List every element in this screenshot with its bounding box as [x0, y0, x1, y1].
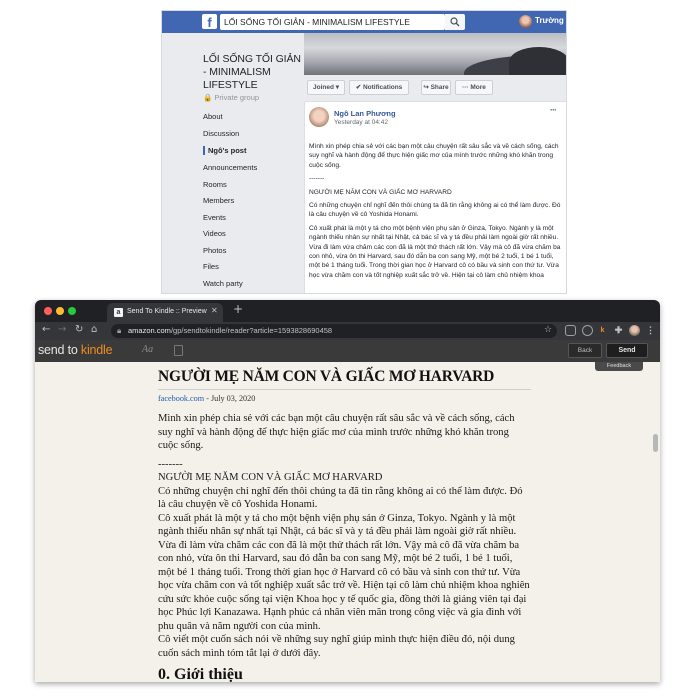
- address-bar[interactable]: [111, 324, 557, 338]
- back-arrow-icon[interactable]: ←: [42, 324, 51, 335]
- logo-kindle: kindle: [80, 343, 113, 357]
- url-host: amazon.com: [128, 326, 171, 335]
- post-author-name[interactable]: Ngô Lan Phương: [334, 109, 396, 118]
- sidebar-item-files[interactable]: Files: [203, 262, 219, 271]
- sidebar-item-announcements[interactable]: Announcements: [203, 163, 258, 172]
- facebook-logo-icon[interactable]: f: [202, 14, 217, 29]
- post-options-icon[interactable]: ···: [550, 105, 556, 115]
- facebook-search-input[interactable]: LỐI SỐNG TỐI GIẢN - MINIMALISM LIFESTYLE: [220, 14, 445, 30]
- send-button[interactable]: Send: [606, 343, 648, 358]
- tab-send-to-kindle[interactable]: [107, 303, 223, 322]
- post-paragraph: NGƯỜI MẸ NĂM CON VÀ GIẤC MƠ HARVARD: [309, 188, 452, 196]
- kindle-extension-icon[interactable]: k: [597, 325, 608, 336]
- close-tab-icon[interactable]: ✕: [211, 306, 218, 315]
- pocket-extension-icon[interactable]: [565, 325, 576, 336]
- send-to-kindle-logo: [38, 343, 112, 357]
- share-button[interactable]: ↪ Share: [421, 80, 451, 95]
- facebook-group-screenshot: [161, 10, 567, 294]
- maximize-window-button[interactable]: [68, 307, 76, 315]
- facebook-top-bar: [162, 11, 567, 33]
- back-button[interactable]: Back: [568, 343, 602, 358]
- post-paragraph: Mình xin phép chia sẻ với các bạn một câu chuyện rất sâu sắc và về cách sống, cách suy nghĩ và hành động để thực hiện giấc mơ của mình trước những khó khăn trong cuộc sống.: [309, 143, 559, 169]
- lock-icon[interactable]: 🔒︎: [117, 326, 122, 335]
- browser-toolbar: [35, 322, 660, 340]
- search-icon: [450, 17, 460, 27]
- group-action-bar: [304, 78, 567, 98]
- amazon-favicon-icon: a: [114, 308, 123, 317]
- sidebar-item-photos[interactable]: Photos: [203, 246, 227, 255]
- facebook-search-button[interactable]: [445, 14, 465, 30]
- post-paragraph: Có những chuyện chỉ nghĩ đến thôi chúng ta đã tin rằng không ai có thể làm được. Đó là câu chuyện về cô Yoshida Honami.: [309, 202, 561, 219]
- post-body: [309, 142, 561, 284]
- user-name-link[interactable]: Trường: [535, 16, 564, 25]
- article-date: - July 03, 2020: [204, 394, 256, 403]
- more-button[interactable]: ··· More: [455, 80, 493, 95]
- browser-menu-icon[interactable]: ⋮: [646, 325, 655, 335]
- post-paragraph: Cô xuất phát là một y tá cho một bệnh viện phụ sản ở Ginza, Tokyo. Ngành y là một ngành thiếu nhân sự nhất tại Nhật, cả bác sĩ và y tá đều phải làm ngoài giờ rất nhiều. Vừa đi làm vừa chăm các con đã là một thử thách rất lớn. Vậy mà cô đã vừa chăm ba con nhỏ, vừa ôn thi Harvard, sau đó dẫn ba con sang Mỹ, một bé 2 tuổi, 1 bé 1 tuổi, một bé 1 tháng tuổi. Trong thời gian học ở Harvard cô có bầu và sinh con thứ tư. Vừa học vừa chăm con và tốt nghiệp xuất sắc trở về. Hiện tại cô làm chủ nhiệm khoa: [309, 224, 561, 279]
- tab-strip: [35, 300, 660, 322]
- feedback-button[interactable]: Feedback: [595, 362, 643, 371]
- group-post: [304, 101, 567, 294]
- close-window-button[interactable]: [44, 307, 52, 315]
- article: [158, 368, 531, 682]
- url-path: /gp/sendtokindle/reader?article=1593828690458: [170, 326, 333, 335]
- post-author-avatar[interactable]: [309, 107, 329, 127]
- font-settings-icon[interactable]: Aa: [142, 344, 154, 355]
- profile-avatar[interactable]: [629, 325, 640, 336]
- sidebar-item-ngo-post[interactable]: Ngô's post: [203, 146, 298, 155]
- post-timestamp[interactable]: Yesterday at 04:42: [334, 119, 388, 126]
- browser-window: [35, 300, 660, 682]
- group-title[interactable]: LỐI SỐNG TỐI GIẢN - MINIMALISM LIFESTYLE: [203, 53, 301, 91]
- send-to-kindle-header: [35, 340, 660, 362]
- article-section-heading: 0. Giới thiệu: [158, 666, 243, 682]
- privacy-extension-icon[interactable]: [582, 325, 593, 336]
- article-paragraph: Mình xin phép chia sẻ với các bạn một câu chuyện rất sâu sắc và về cách sống, cách suy nghĩ và hành động để thực hiện giấc mơ của mình trước những khó khăn trong cuộc sống.: [158, 413, 515, 451]
- reader-pane: [35, 362, 660, 682]
- cover-mountain-shape: [509, 47, 567, 75]
- bookmark-star-icon[interactable]: ☆: [544, 325, 553, 335]
- document-icon[interactable]: [174, 345, 183, 356]
- home-icon[interactable]: ⌂: [91, 324, 98, 335]
- article-body: [158, 412, 531, 660]
- sidebar-item-events[interactable]: Events: [203, 213, 226, 222]
- user-avatar[interactable]: [519, 15, 532, 28]
- group-cover-photo: [304, 33, 567, 75]
- article-source-link[interactable]: facebook.com: [158, 394, 205, 403]
- post-paragraph: -------: [309, 175, 325, 183]
- reload-icon[interactable]: ↻: [75, 324, 84, 335]
- sidebar-item-discussion[interactable]: Discussion: [203, 129, 240, 138]
- article-paragraph: NGƯỜI MẸ NĂM CON VÀ GIẤC MƠ HARVARD: [158, 472, 383, 483]
- sidebar-item-videos[interactable]: Videos: [203, 229, 226, 238]
- article-paragraph: Cô viết một cuốn sách nói về những suy nghĩ giúp mình thực hiện điều đó, nội dung cuốn sách mình tóm tắt lại ở dưới đây.: [158, 634, 515, 659]
- forward-arrow-icon[interactable]: →: [58, 324, 67, 335]
- article-paragraph: -------: [158, 458, 183, 470]
- minimize-window-button[interactable]: [56, 307, 64, 315]
- article-title: NGƯỜI MẸ NĂM CON VÀ GIẤC MƠ HARVARD: [158, 368, 531, 390]
- extensions-puzzle-icon[interactable]: ✚: [614, 325, 623, 335]
- joined-button[interactable]: Joined ▾: [307, 80, 345, 95]
- new-tab-button[interactable]: +: [233, 302, 244, 316]
- sidebar-item-watch-party[interactable]: Watch party: [203, 279, 243, 288]
- logo-prefix: send to: [38, 343, 81, 357]
- url-text[interactable]: [128, 326, 332, 335]
- sidebar-item-rooms[interactable]: Rooms: [203, 180, 227, 189]
- reader-scrollbar[interactable]: [653, 434, 658, 452]
- article-paragraph: Cô xuất phát là một y tá cho một bệnh viện phụ sản ở Ginza, Tokyo. Ngành y là một ngành thiếu nhân sự nhất tại Nhật, cả bác sĩ và y tá đều phải làm ngoài giờ rất nhiều. Vừa đi làm vừa chăm các con đã là một thử thách rất lớn. Vậy mà cô đã vừa chăm ba con nhỏ, vừa ôn thi Harvard, sau đó dẫn ba con sang Mỹ, một bé 2 tuổi, 1 bé 1 tuổi, một bé 1 tháng tuổi. Trong thời gian học ở Harvard cô có bầu và sinh con thứ tư. Vừa học vừa chăm con và tốt nghiệp xuất sắc trở về. Hiện tại cô làm chủ nhiệm khoa nghiên cứu sức khỏe cuộc sống tại viện Khoa học y tế quốc gia, đồng thời là giảng viên tại đại học Phúc lợi Kanazawa. Hạnh phúc cá nhân viên mãn trong công việc và gia đình với phu quân và năm người con của mình.: [158, 512, 530, 632]
- group-privacy-label: 🔒 Private group: [203, 93, 260, 102]
- article-paragraph: Có những chuyện chỉ nghĩ đến thôi chúng ta đã tin rằng không ai có thể làm được. Đó là câu chuyện về cô Yoshida Honami.: [158, 485, 523, 510]
- sidebar-item-about[interactable]: About: [203, 112, 223, 121]
- tab-title: Send To Kindle :: Preview: [127, 308, 207, 315]
- group-sidebar: [200, 33, 300, 294]
- article-meta: [158, 394, 531, 403]
- notifications-button[interactable]: ✔ Notifications: [349, 80, 409, 95]
- sidebar-item-members[interactable]: Members: [203, 196, 235, 205]
